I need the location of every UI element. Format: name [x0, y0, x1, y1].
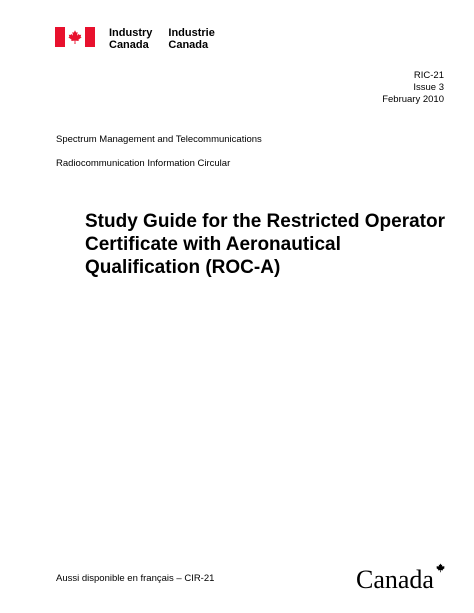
department-en-line1: Industry — [109, 27, 153, 39]
canada-wordmark — [356, 563, 448, 591]
circular-series: Radiocommunication Information Circular — [56, 158, 231, 169]
department-fr-line2: Canada — [168, 39, 209, 51]
title-line2: Certificate with Aeronautical — [85, 234, 341, 255]
sector-name: Spectrum Management and Telecommunications — [56, 134, 262, 145]
department-name-english — [109, 27, 152, 51]
department-en-line2: Canada — [109, 39, 149, 51]
french-availability-note: Aussi disponible en français – CIR-21 — [56, 573, 215, 584]
title-line1: Study Guide for the Restricted Operator — [85, 211, 445, 232]
wordmark-text: Canada — [356, 565, 434, 591]
canada-flag-icon — [55, 27, 95, 47]
department-fr-line1: Industrie — [168, 27, 215, 39]
department-name-french — [168, 27, 214, 51]
document-title — [85, 210, 455, 279]
federal-identity-header — [55, 27, 215, 51]
document-issue: Issue 3 — [413, 82, 444, 93]
title-line3: Qualification (ROC-A) — [85, 257, 281, 278]
document-number: RIC-21 — [413, 70, 444, 81]
document-date: February 2010 — [382, 94, 444, 105]
wordmark-flag-icon — [436, 564, 445, 573]
document-identifier — [382, 70, 444, 106]
